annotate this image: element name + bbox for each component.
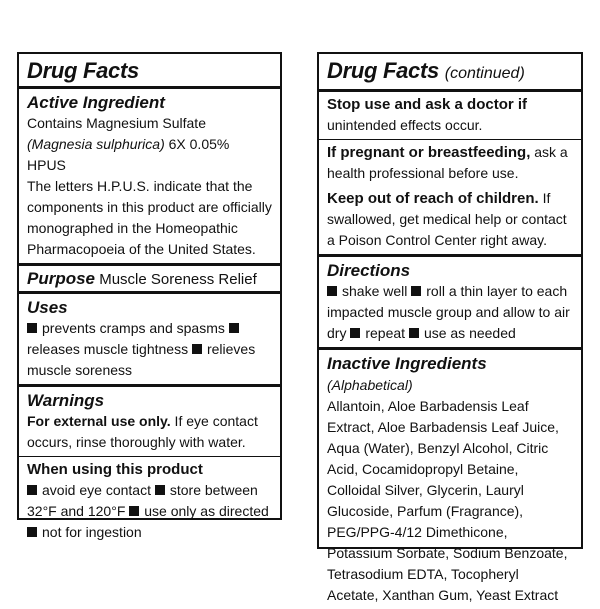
- when-using-item: not for ingestion: [42, 524, 142, 540]
- pregnant-heading: If pregnant or breastfeeding,: [327, 144, 531, 161]
- panel-title: Drug Facts: [27, 58, 139, 83]
- when-using-heading: When using this product: [27, 461, 203, 478]
- bullet-square-icon: [192, 344, 202, 354]
- directions-item: use as needed: [423, 325, 516, 341]
- drug-facts-panel-left: [17, 52, 282, 540]
- warnings-text: [27, 411, 272, 453]
- when-using-section: [19, 456, 280, 546]
- stop-use-text: unintended effects occur.: [327, 117, 483, 133]
- external-use-warning: For external use only.: [27, 413, 171, 429]
- directions-item: roll a thin layer to each impacted muscle group and allow to air dry: [327, 283, 570, 341]
- pregnant-section: [319, 139, 581, 254]
- directions-item: shake well: [342, 283, 408, 299]
- pregnant-advice: ask a health professional before use.: [327, 144, 568, 181]
- continued-label: (continued): [444, 65, 525, 82]
- directions-list: [327, 281, 573, 344]
- directions-section: [319, 254, 581, 347]
- inactive-ingredients-subheading: (Alphabetical): [327, 377, 413, 393]
- when-using-item: store between 32°F and 120°F: [27, 482, 258, 519]
- children-text: [327, 184, 573, 251]
- active-ingredient-line2: [27, 134, 272, 176]
- when-using-list: [27, 480, 272, 543]
- bullet-square-icon: [27, 485, 37, 495]
- eye-contact-warning: If eye contact occurs, rinse thoroughly with water.: [27, 413, 258, 450]
- bullet-square-icon: [155, 485, 165, 495]
- stop-use-heading: Stop use and ask a doctor if: [327, 96, 528, 113]
- pregnant-text: [327, 140, 573, 184]
- inactive-ingredients-text: Allantoin, Aloe Barbadensis Leaf Extract, Aloe Barbadensis Leaf Juice, Aqua (Water), Benzyl Alcohol, Citric Acid, Cocamidopropyl Betaine, Colloidal Silver, Glycerin, Lauryl Glucoside, Parfum (Fragrance), PEG/PPG-4/12 Dimethicone, Potassium Sorbate, Sodium Benzoate, Tetrasodium EDTA, Tocopheryl Acetate, Xanthan Gum, Yeast Extract: [327, 398, 568, 603]
- purpose-section: [19, 263, 280, 291]
- panel-title-text: Drug Facts: [327, 58, 439, 83]
- when-using-item: use only as directed: [144, 503, 269, 519]
- active-ingredient-latin-name: (Magnesia sulphurica): [27, 136, 165, 152]
- inactive-ingredients-title: Inactive Ingredients: [327, 354, 487, 373]
- uses-list: [27, 318, 272, 381]
- bullet-square-icon: [27, 527, 37, 537]
- bullet-square-icon: [409, 328, 419, 338]
- uses-item: prevents cramps and spasms: [42, 320, 225, 336]
- active-ingredient-dose: 6X 0.05% HPUS: [27, 136, 230, 173]
- uses-item: releases muscle tightness: [27, 341, 189, 357]
- uses-heading: Uses: [27, 298, 68, 317]
- warnings-section: [19, 384, 280, 456]
- active-ingredient-heading: Active Ingredient: [27, 93, 165, 112]
- bullet-square-icon: [229, 323, 239, 333]
- bullet-square-icon: [129, 506, 139, 516]
- active-ingredient-line1: Contains Magnesium Sulfate: [27, 115, 206, 131]
- children-heading: Keep out of reach of children.: [327, 190, 539, 207]
- children-advice: If swallowed, get medical help or contact a Poison Control Center right away.: [327, 190, 567, 248]
- when-using-item: avoid eye contact: [42, 482, 151, 498]
- active-ingredient-section: [19, 86, 280, 263]
- hpus-note: The letters H.P.U.S. indicate that the components in this product are officially monographed in the Homeopathic Pharmacopoeia of the United States.: [27, 178, 272, 257]
- stop-use-section: [319, 89, 581, 139]
- warnings-heading: Warnings: [27, 391, 105, 410]
- directions-item: repeat: [365, 325, 406, 341]
- drug-facts-panel-right: [317, 52, 583, 603]
- bullet-square-icon: [411, 286, 421, 296]
- bullet-square-icon: [327, 286, 337, 296]
- inactive-ingredients-heading: [327, 350, 573, 396]
- bullet-square-icon: [27, 323, 37, 333]
- purpose-text: Muscle Soreness Relief: [95, 271, 257, 288]
- directions-heading: Directions: [327, 261, 411, 280]
- bullet-square-icon: [350, 328, 360, 338]
- uses-item: relieves muscle soreness: [27, 341, 256, 378]
- purpose-heading: Purpose: [27, 269, 96, 288]
- uses-section: [19, 291, 280, 384]
- inactive-ingredients-section: [319, 347, 581, 609]
- panel-title: [319, 54, 581, 89]
